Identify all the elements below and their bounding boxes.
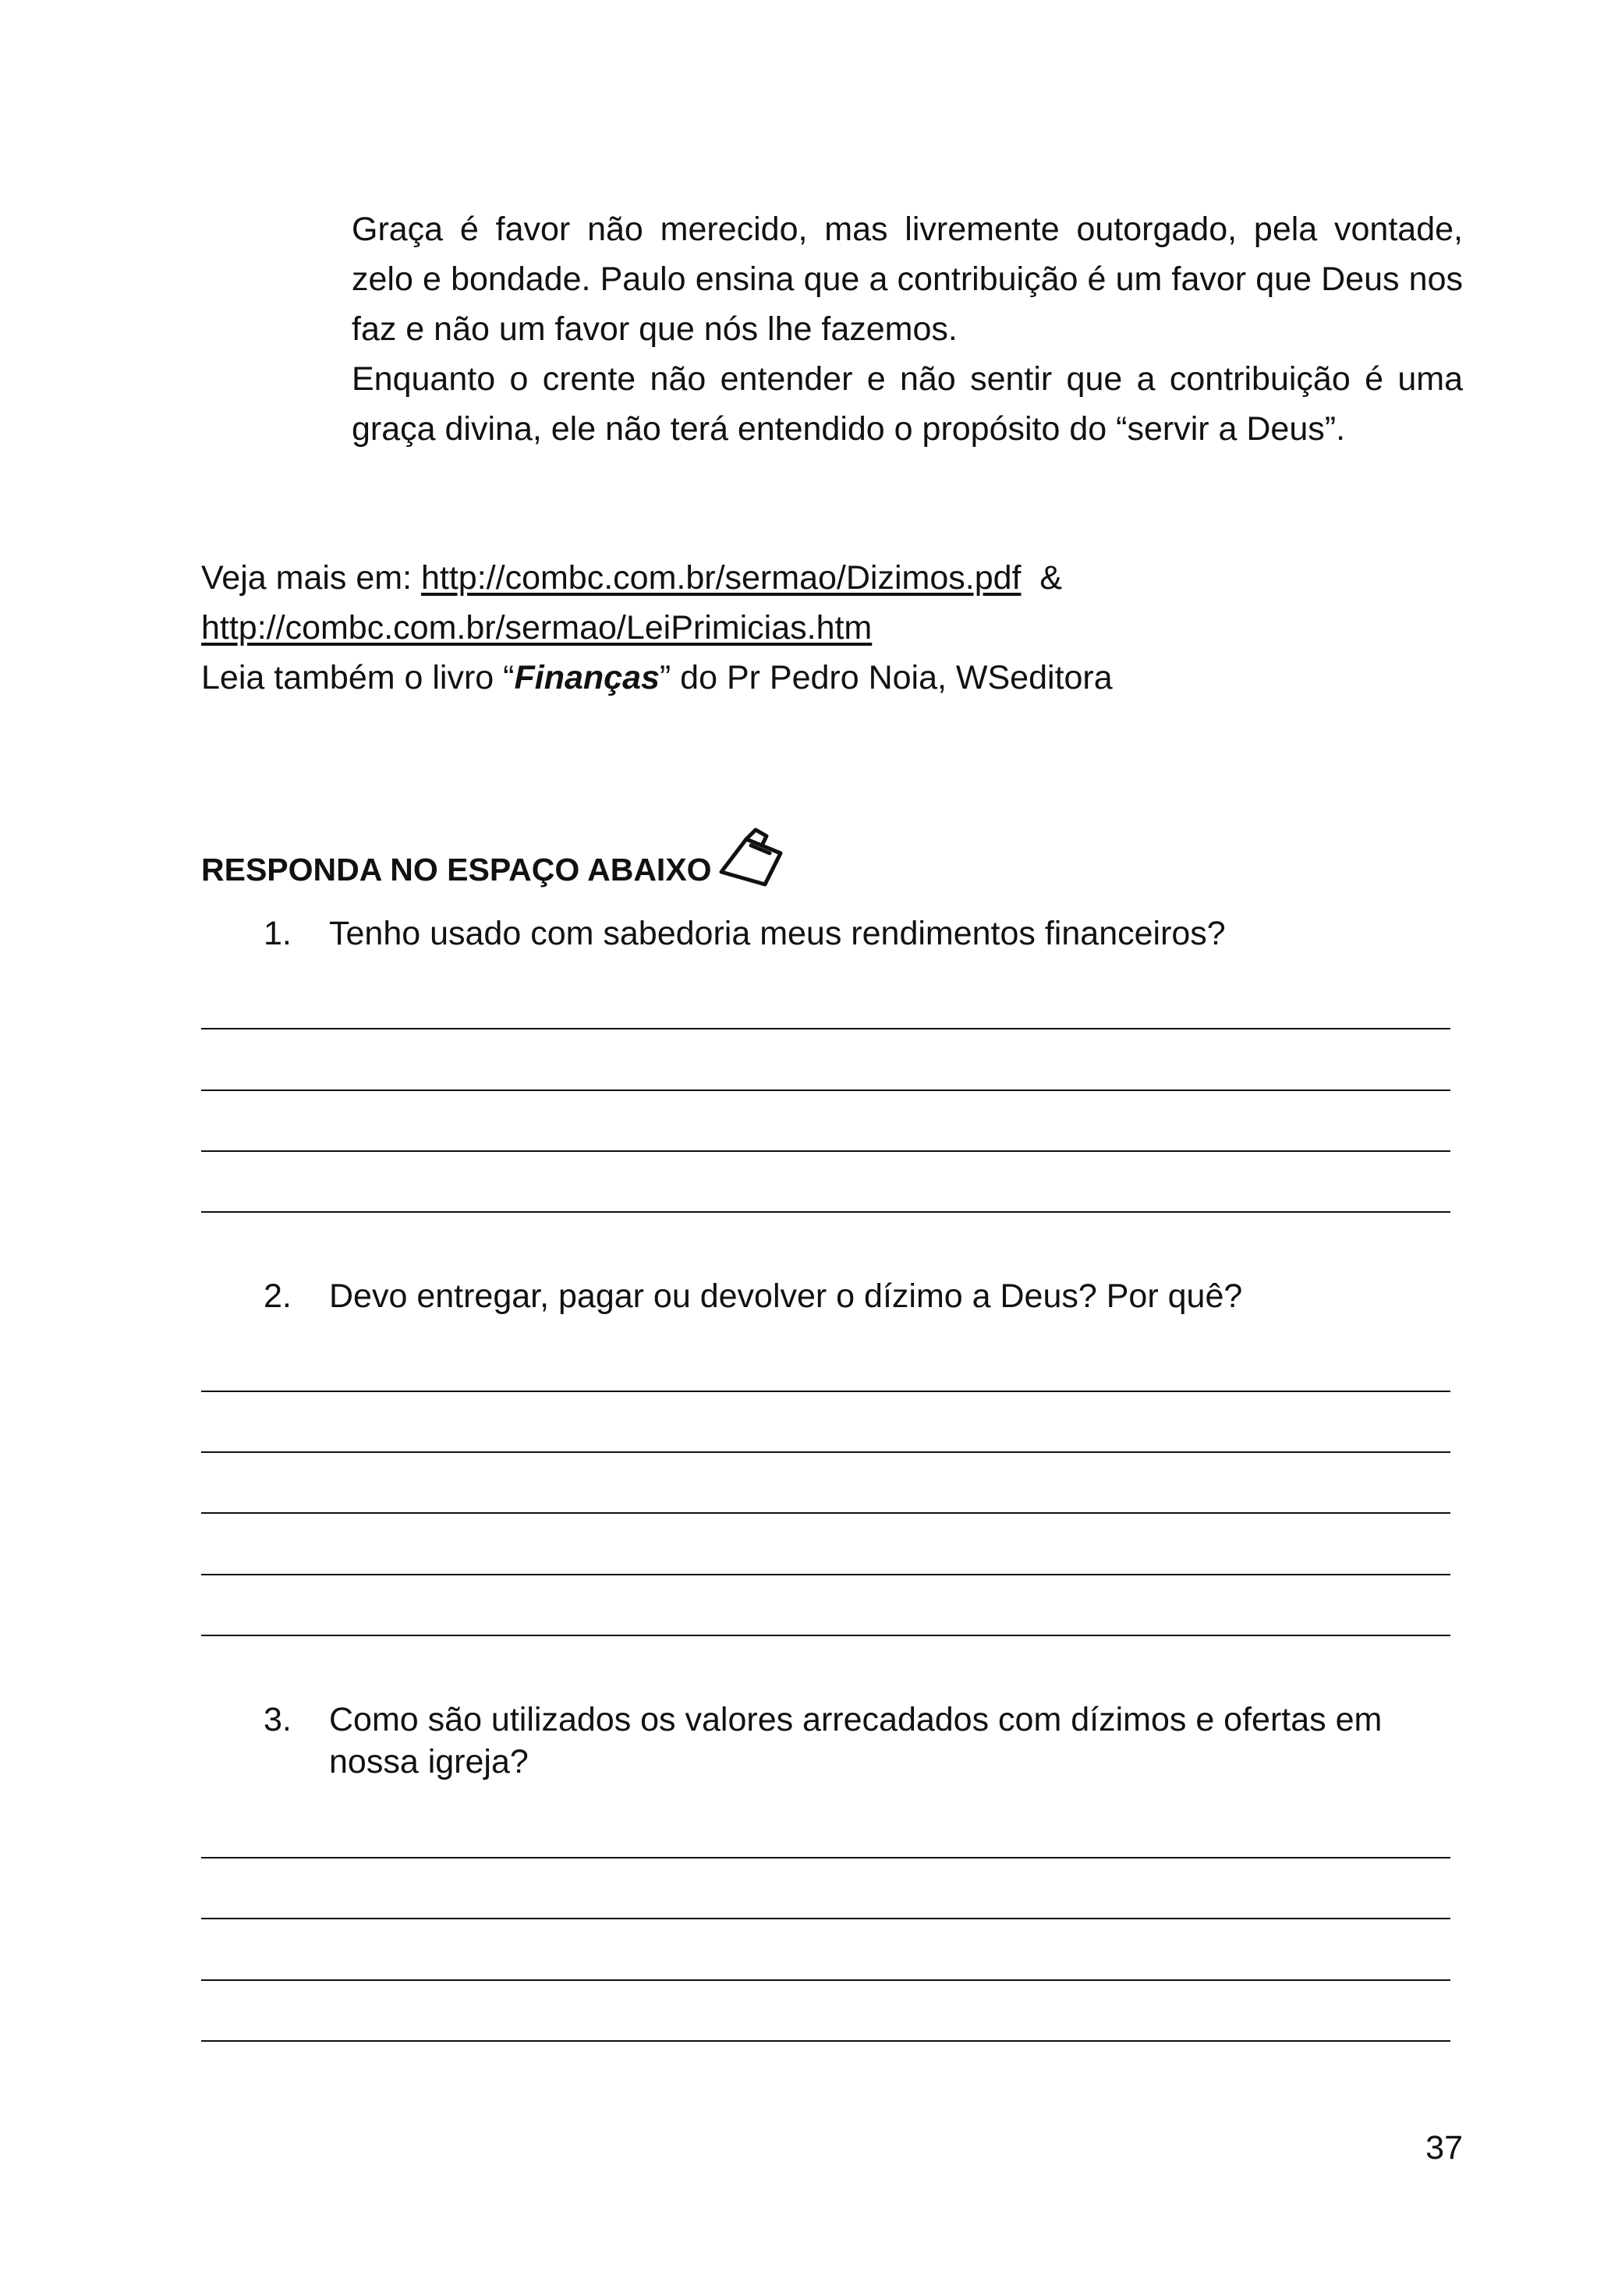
answer-line[interactable] <box>201 1512 1450 1514</box>
writing-hand-icon <box>715 825 790 888</box>
answer-line[interactable] <box>201 1979 1450 1981</box>
second-link-line <box>201 603 1449 653</box>
dizimos-link[interactable]: http://combc.com.br/sermao/Dizimos.pdf <box>421 559 1022 597</box>
answer-line[interactable] <box>201 1857 1450 1858</box>
answer-line[interactable] <box>201 1918 1450 1919</box>
question-2 <box>264 1275 1449 1317</box>
answer-line[interactable] <box>201 1150 1450 1152</box>
section-heading-text: RESPONDA NO ESPAÇO ABAIXO <box>201 852 712 888</box>
lei-primicias-link[interactable]: http://combc.com.br/sermao/LeiPrimicias.htm <box>201 609 873 647</box>
answer-line[interactable] <box>201 2040 1450 2042</box>
question-text: Como são utilizados os valores arrecadados com dízimos e ofertas em nossa igreja? <box>329 1701 1383 1780</box>
question-number: 1. <box>264 915 292 952</box>
page-number: 37 <box>1425 2129 1463 2167</box>
book-title: Finanças <box>514 659 660 696</box>
references <box>201 553 1449 703</box>
ampersand: & <box>1021 559 1063 597</box>
question-text: Devo entregar, pagar ou devolver o dízimo a Deus? Por quê? <box>329 1277 1243 1315</box>
quote-paragraph-1: Graça é favor não merecido, mas livremente outorgado, pela vontade, zelo e bondade. Paulo ensina que a contribuição é um favor que Deus nos faz e não um favor que nós lhe fazemos. <box>352 211 1463 348</box>
question-1 <box>264 912 1449 955</box>
see-more-line <box>201 553 1449 603</box>
read-also-prefix: Leia também o livro “ <box>201 659 515 696</box>
answer-line[interactable] <box>201 1574 1450 1575</box>
answer-line[interactable] <box>201 1635 1450 1636</box>
grace-quote <box>352 204 1463 454</box>
quote-paragraph-2: Enquanto o crente não entender e não sentir que a contribuição é uma graça divina, ele não terá entendido o propósito do “servir a Deus”. <box>352 360 1463 448</box>
answer-line[interactable] <box>201 1391 1450 1392</box>
answer-line[interactable] <box>201 1090 1450 1091</box>
read-also-suffix: ” do Pr Pedro Noia, WSeditora <box>659 659 1113 696</box>
question-text: Tenho usado com sabedoria meus rendimentos financeiros? <box>329 915 1226 952</box>
section-heading <box>201 825 790 889</box>
question-number: 3. <box>264 1701 292 1738</box>
read-also-line <box>201 653 1449 703</box>
question-number: 2. <box>264 1277 292 1315</box>
answer-line[interactable] <box>201 1028 1450 1029</box>
answer-line[interactable] <box>201 1211 1450 1213</box>
answer-line[interactable] <box>201 1451 1450 1453</box>
see-more-prefix: Veja mais em: <box>201 559 421 597</box>
question-3 <box>264 1699 1449 1783</box>
